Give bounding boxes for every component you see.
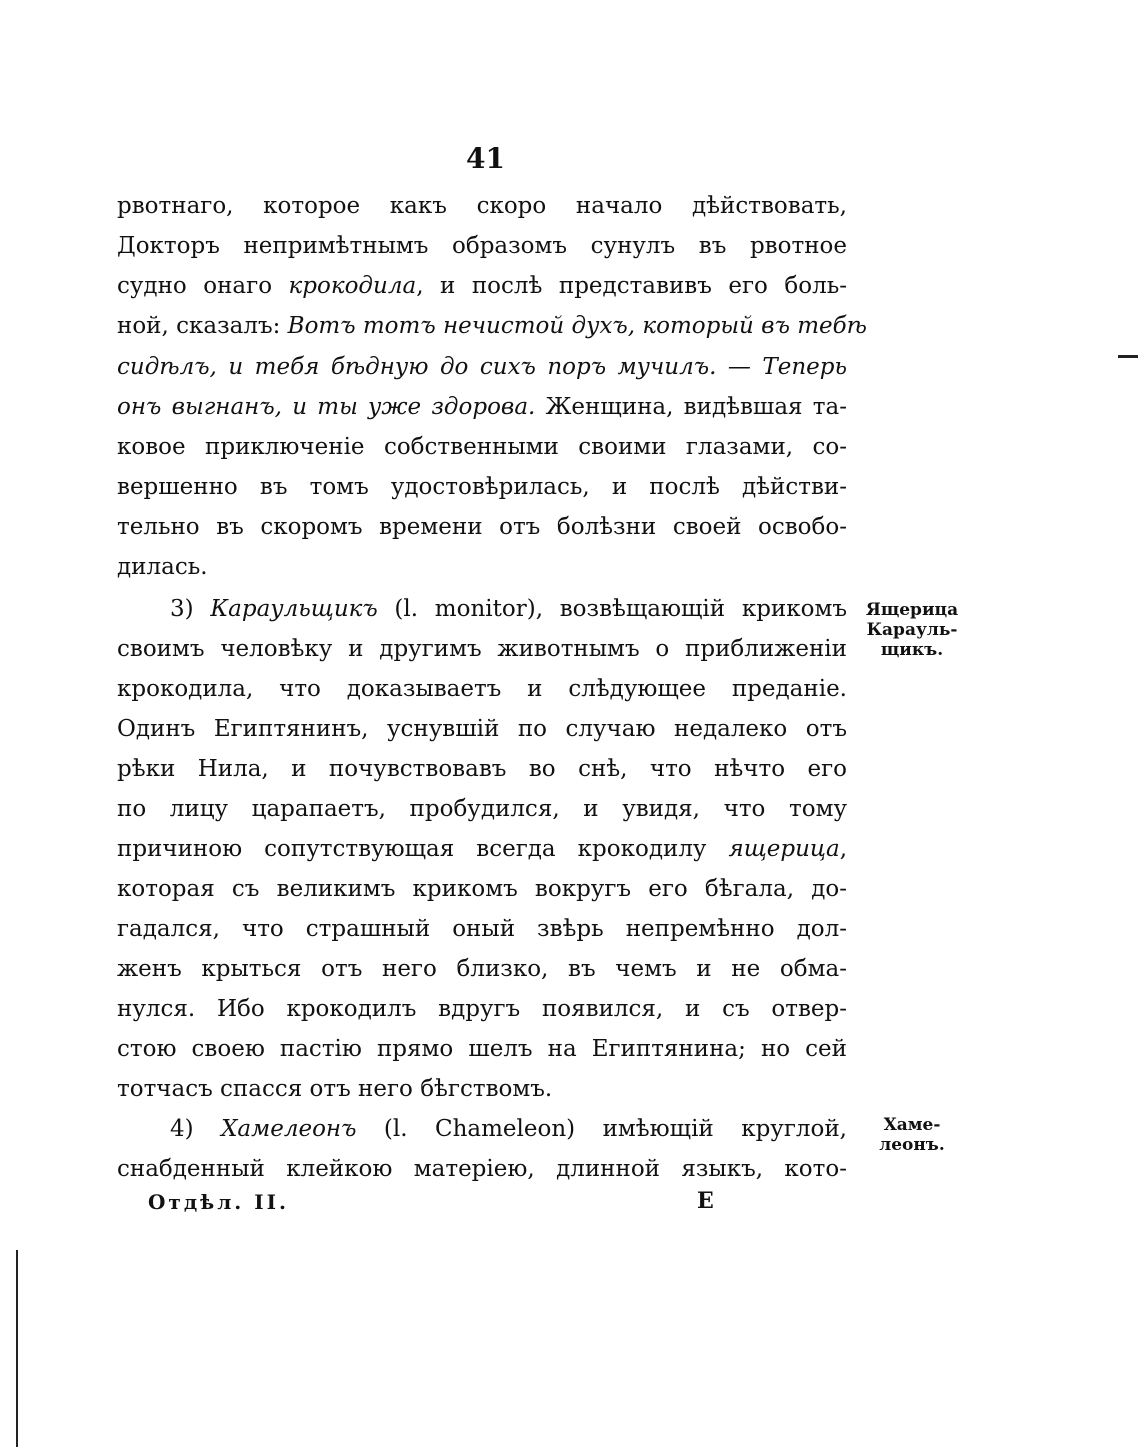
text-line: стою своею пастію прямо шелъ на Египтянина; но сей	[117, 1036, 847, 1062]
text-line: сидѣлъ, и тебя бѣдную до сихъ поръ мучилъ. — Теперь	[117, 354, 847, 380]
margin-note: Хаме-леонъ.	[879, 1115, 945, 1155]
text-line: которая съ великимъ крикомъ вокругъ его бѣгала, до-	[117, 876, 847, 902]
text-line: ковое приключеніе собственными своими глазами, со-	[117, 434, 847, 460]
edge-mark	[1118, 355, 1138, 358]
page-edge-line	[16, 1250, 18, 1447]
text-line: судно онаго крокодила, и послѣ представивъ его боль-	[117, 273, 847, 299]
text-line: 4) Хамелеонъ (l. Chameleon) имѣющій круглой,	[170, 1116, 847, 1142]
text-line: женъ крыться отъ него близко, въ чемъ и не обма-	[117, 956, 847, 982]
text-line: гадался, что страшный оный звѣрь непремѣнно дол-	[117, 916, 847, 942]
text-line: Докторъ непримѣтнымъ образомъ сунулъ въ рвотное	[117, 233, 847, 259]
text-line: по лицу царапаетъ, пробудился, и увидя, что тому	[117, 796, 847, 822]
margin-note: Ящерица Карауль-щикъ.	[865, 600, 959, 660]
text-line: тельно въ скоромъ времени отъ болѣзни своей освобо-	[117, 514, 847, 540]
text-line: онъ выгнанъ, и ты уже здорова. Женщина, видѣвшая та-	[117, 394, 847, 420]
text-line: своимъ человѣку и другимъ животнымъ о приближеніи	[117, 636, 847, 662]
text-line: нулся. Ибо крокодилъ вдругъ появился, и съ отвер-	[117, 996, 847, 1022]
text-line: вершенно въ томъ удостовѣрилась, и послѣ дѣйстви-	[117, 474, 847, 500]
text-line: Одинъ Египтянинъ, уснувшій по случаю недалеко отъ	[117, 716, 847, 742]
section-footer: Отдѣл. II.	[148, 1190, 289, 1214]
text-line: дилась.	[117, 554, 208, 580]
text-line: тотчасъ спасся отъ него бѣгствомъ.	[117, 1076, 553, 1102]
text-line: снабденный клейкою матеріею, длинной языкъ, кото-	[117, 1156, 847, 1182]
text-line: ной, сказалъ: Вотъ тотъ нечистой духъ, который въ тебѣ	[117, 313, 867, 339]
text-line: причиною сопутствующая всегда крокодилу ящерица,	[117, 836, 847, 862]
signature-mark: Е	[697, 1188, 714, 1214]
page-number: 41	[466, 142, 505, 175]
text-line: 3) Караульщикъ (l. monitor), возвѣщающій крикомъ	[170, 596, 847, 622]
text-line: рѣки Нила, и почувствовавъ во снѣ, что нѣчто его	[117, 756, 847, 782]
text-line: рвотнаго, которое какъ скоро начало дѣйствовать,	[117, 193, 847, 219]
text-line: крокодила, что доказываетъ и слѣдующее преданіе.	[117, 676, 847, 702]
